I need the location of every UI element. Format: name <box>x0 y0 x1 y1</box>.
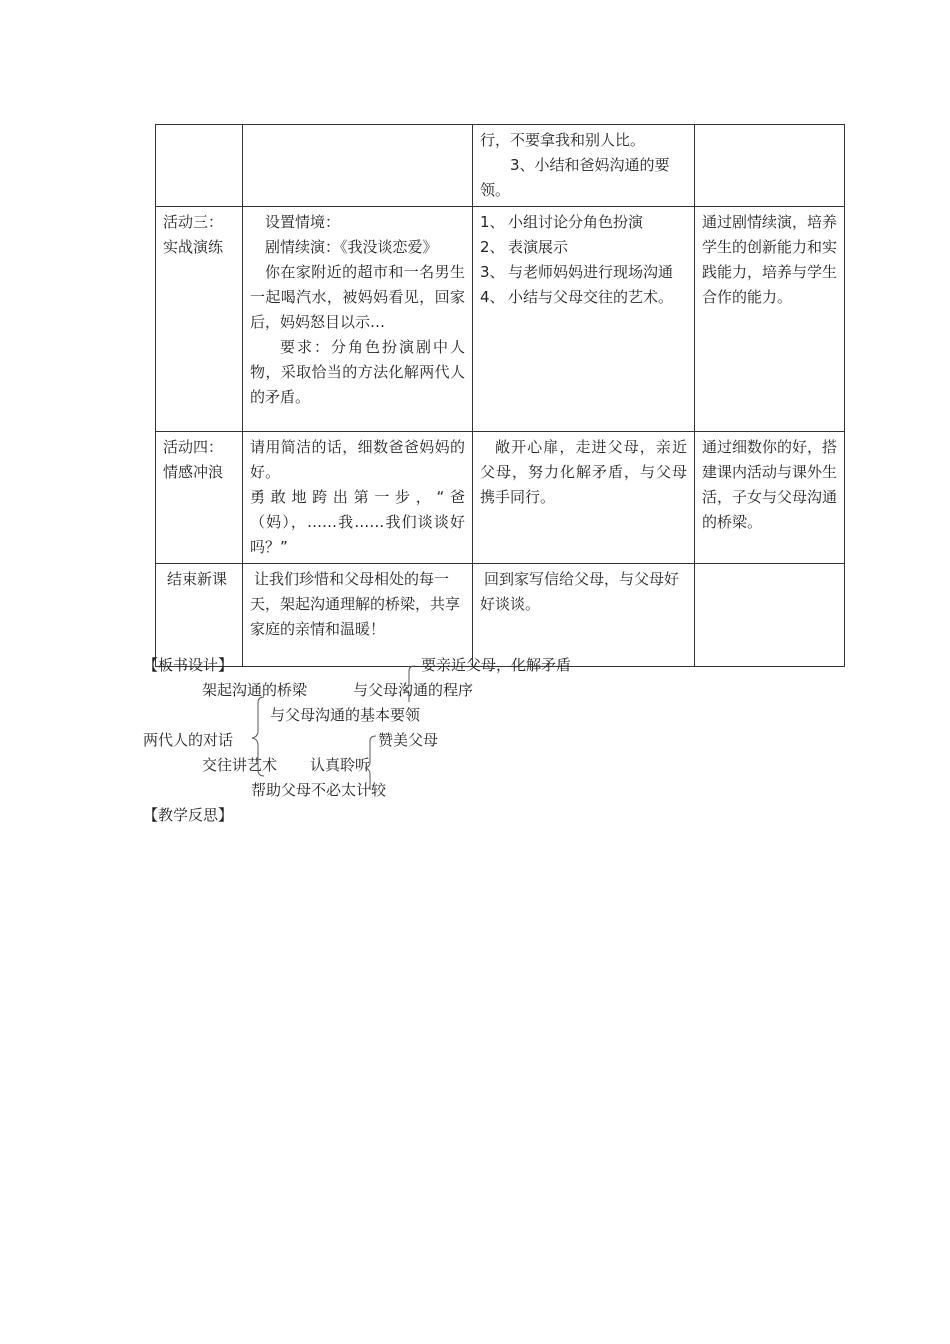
scenario-text: 你在家附近的超市和一名男生一起喝汽水，被妈妈看见，回家后，妈妈怒目以示… <box>250 263 465 331</box>
board-text: 交往讲艺术 <box>202 756 278 774</box>
cell-purpose: 通过细数你的好，搭建课内活动与课外生活，子女与父母沟通的桥梁。 <box>695 432 845 564</box>
activity-number: 活动三： <box>163 213 224 231</box>
activity-number: 活动四： <box>163 438 224 456</box>
reflection-heading: 【教学反思】 <box>143 806 234 824</box>
board-text: 架起沟通的桥梁 <box>202 681 308 699</box>
board-text: 要亲近父母，化解矛盾 <box>421 656 572 674</box>
text-line: 剧情续演：《我没谈恋爱》 <box>265 238 438 256</box>
text-line: 请用简洁的话，细数爸爸妈妈的好。 <box>250 438 465 481</box>
text-line: 设置情境： <box>265 213 341 231</box>
requirement-text: 要求：分角色扮演剧中人物，采取恰当的方法化解两代人的矛盾。 <box>250 338 465 406</box>
text-line: 行，不要拿我和别人比。 <box>480 131 646 149</box>
cell-purpose: 通过剧情续演，培养学生的创新能力和实践能力，培养与学生合作的能力。 <box>695 207 845 432</box>
list-item: 3、 与老师妈妈进行现场沟通 <box>480 263 674 281</box>
board-text: 两代人的对话 <box>143 731 234 749</box>
board-text: 认真聆听 <box>310 756 371 774</box>
board-heading: 【板书设计】 <box>143 656 234 674</box>
text-line: 3、小结和爸妈沟通的要领。 <box>480 156 670 199</box>
activity-title: 实战演练 <box>163 238 224 256</box>
text-line: 勇敢地跨出第一步，“爸（妈），……我……我们谈谈好吗？” <box>250 488 465 556</box>
board-text: 与父母沟通的程序 <box>353 681 474 699</box>
cell-content: 让我们珍惜和父母相处的每一天，架起沟通理解的桥梁，共享家庭的亲情和温暖！ <box>243 564 473 667</box>
board-text: 与父母沟通的基本要领 <box>270 706 421 724</box>
list-item: 1、 小组讨论分角色扮演 <box>480 213 644 231</box>
cell-activity: 结束新课 <box>156 564 243 667</box>
brace-main <box>252 697 264 776</box>
cell-student: 回到家写信给父母，与父母好好谈谈。 <box>473 564 695 667</box>
board-text: 赞美父母 <box>378 731 439 749</box>
brace-lower <box>365 736 376 790</box>
list-item: 2、 表演展示 <box>480 238 569 256</box>
activity-title: 情感冲浪 <box>163 463 224 481</box>
brace-upper <box>403 666 415 702</box>
list-item: 4、 小结与父母交往的艺术。 <box>480 288 674 306</box>
board-text: 帮助父母不必太计较 <box>251 781 387 799</box>
cell-student: 敞开心扉，走进父母，亲近父母，努力化解矛盾，与父母携手同行。 <box>473 432 695 564</box>
